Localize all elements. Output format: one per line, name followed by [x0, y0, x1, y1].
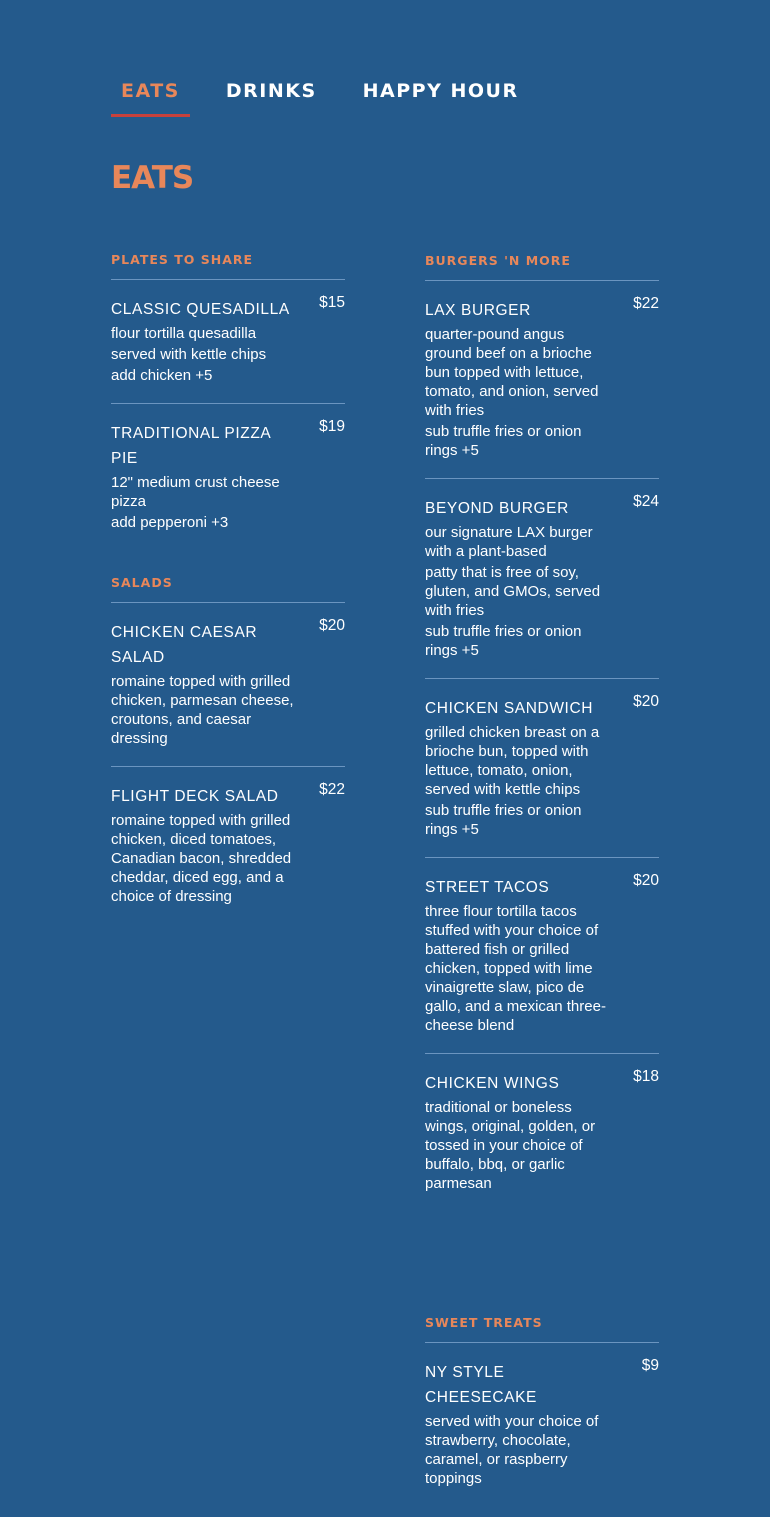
item-description: add pepperoni +3 [111, 514, 229, 531]
section-plates-to-share [111, 252, 345, 550]
item-description: served with kettle chips [111, 346, 267, 363]
section-heading: PLATES TO SHARE [111, 252, 254, 267]
item-name: CLASSIC QUESADILLA [111, 301, 290, 318]
item-price: $20 [633, 872, 659, 889]
item-description: our signature LAX burger with a plant-based [425, 524, 593, 560]
item-description: grilled chicken breast on a brioche bun, topped with lettuce, tomato, onion, served with kettle chips [425, 724, 600, 798]
item-price: $15 [319, 294, 345, 311]
item-price: $20 [319, 617, 345, 634]
section-salads [111, 575, 345, 924]
item-price: $22 [319, 781, 345, 798]
item-name: FLIGHT DECK SALAD [111, 788, 279, 805]
menu-item [425, 280, 659, 478]
menu-item [425, 857, 659, 1053]
item-name: STREET TACOS [425, 879, 550, 896]
item-description: sub truffle fries or onion rings +5 [425, 623, 582, 659]
item-price: $9 [641, 1357, 659, 1374]
item-description: 12" medium crust cheese pizza [111, 474, 280, 510]
item-description: quarter-pound angus ground beef on a brioche bun topped with lettuce, tomato, and onion, served with fries [425, 326, 599, 419]
item-name: BEYOND BURGER [425, 500, 569, 517]
menu-item [425, 478, 659, 678]
item-name: LAX BURGER [425, 302, 531, 319]
item-price: $24 [633, 493, 659, 510]
item-name: TRADITIONAL PIZZA PIE [111, 425, 271, 467]
menu-item [111, 602, 345, 766]
tab-happy-hour[interactable]: HAPPY HOUR [362, 80, 519, 102]
item-price: $18 [633, 1068, 659, 1085]
item-name: CHICKEN SANDWICH [425, 700, 594, 717]
menu-item [111, 403, 345, 550]
section-heading: SALADS [111, 575, 173, 590]
item-name: CHICKEN CAESAR SALAD [111, 624, 258, 666]
page-title: EATS [111, 160, 194, 196]
item-description: served with your choice of strawberry, chocolate, caramel, or raspberry toppings [425, 1413, 599, 1487]
section-sweet-treats [425, 1315, 659, 1506]
item-description: add chicken +5 [111, 367, 213, 384]
menu-item [425, 678, 659, 857]
item-description: patty that is free of soy, gluten, and GMOs, served with fries [425, 564, 601, 619]
menu-item [111, 279, 345, 403]
item-name: CHICKEN WINGS [425, 1075, 560, 1092]
menu-item [425, 1053, 659, 1211]
tab-eats[interactable]: EATS [111, 80, 190, 117]
item-price: $22 [633, 295, 659, 312]
item-price: $20 [633, 693, 659, 710]
item-description: flour tortilla quesadilla [111, 325, 257, 342]
item-description: sub truffle fries or onion rings +5 [425, 423, 582, 459]
item-description: traditional or boneless wings, original, golden, or tossed in your choice of buffalo, bbq, or garlic parmesan [425, 1099, 596, 1192]
item-description: romaine topped with grilled chicken, diced tomatoes, Canadian bacon, shredded cheddar, diced egg, and a choice of dressing [111, 812, 292, 905]
section-heading: SWEET TREATS [425, 1315, 543, 1330]
item-description: sub truffle fries or onion rings +5 [425, 802, 582, 838]
tab-drinks[interactable]: DRINKS [225, 80, 317, 102]
menu-tabs [111, 80, 555, 117]
item-name: NY STYLE CHEESECAKE [425, 1364, 537, 1406]
section-burgers [425, 253, 659, 1211]
item-price: $19 [319, 418, 345, 435]
section-heading: BURGERS 'N MORE [425, 253, 571, 268]
item-description: romaine topped with grilled chicken, parmesan cheese, croutons, and caesar dressing [111, 673, 294, 747]
menu-item [111, 766, 345, 924]
menu-item [425, 1342, 659, 1506]
item-description: three flour tortilla tacos stuffed with your choice of battered fish or grilled chicken, topped with lime vinaigrette slaw, pico de gallo, and a mexican three-cheese blend [425, 903, 606, 1034]
